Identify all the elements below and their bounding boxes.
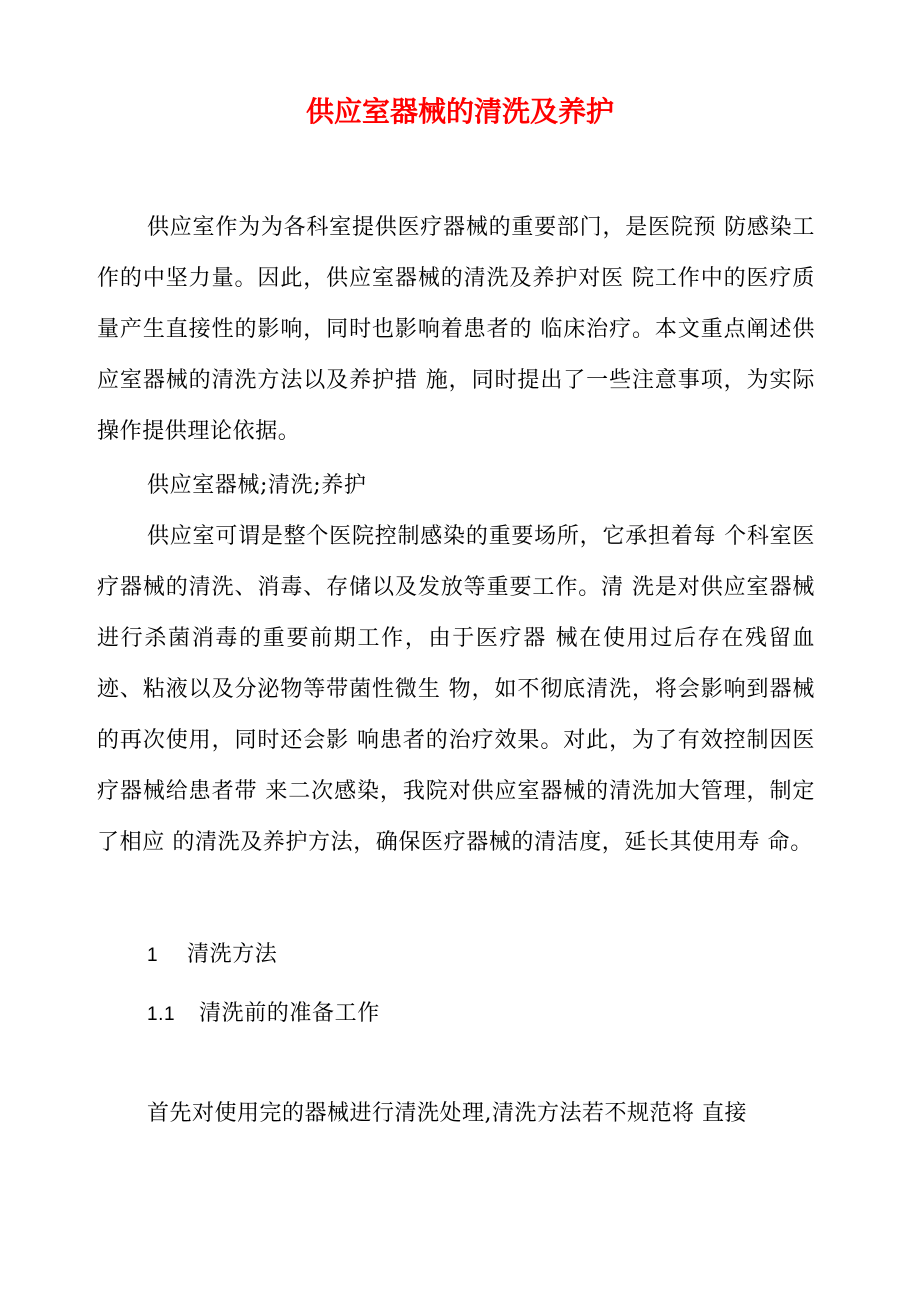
section-number: 1	[147, 945, 159, 966]
intro-paragraph: 供应室可谓是整个医院控制感染的重要场所，它承担着每 个科室医疗器械的清洗、消毒、存储以及发放等重要工作。清 洗是对供应室器械进行杀菌消毒的重要前期工作，由于医疗器 械在使用过后存在残留血迹、粘液以及分泌物等带菌性微生 物，如不彻底清洗，将会影响到器械的再次使用，同时还会影 响患者的治疗效果。对此，为了有效控制因医疗器械给患者带 来二次感染，我院对供应室器械的清洗加大管理，制定了相应 的清洗及养护方法，确保医疗器械的清洁度，延长其使用寿 命。	[97, 524, 815, 855]
subsection-title: 清洗前的准备工作	[199, 1001, 380, 1026]
section-title: 清洗方法	[187, 942, 278, 967]
subsection-number: 1.1	[147, 1004, 176, 1025]
section-heading-1	[147, 935, 277, 976]
keywords-line: 供应室器械;清洗;养护	[147, 473, 367, 498]
document-title: 供应室器械的清洗及养护	[305, 95, 614, 128]
body-paragraph: 首先对使用完的器械进行清洗处理,清洗方法若不规范将 直接	[147, 1101, 747, 1126]
abstract-paragraph: 供应室作为为各科室提供医疗器械的重要部门，是医院预 防感染工作的中坚力量。因此，供应室器械的清洗及养护对医 院工作中的医疗质量产生直接性的影响，同时也影响着患者的 临床治疗。本文重点阐述供应室器械的清洗方法以及养护措 施，同时提出了一些注意事项，为实际操作提供理论依据。	[97, 215, 815, 444]
section-heading-1-1	[147, 994, 380, 1035]
